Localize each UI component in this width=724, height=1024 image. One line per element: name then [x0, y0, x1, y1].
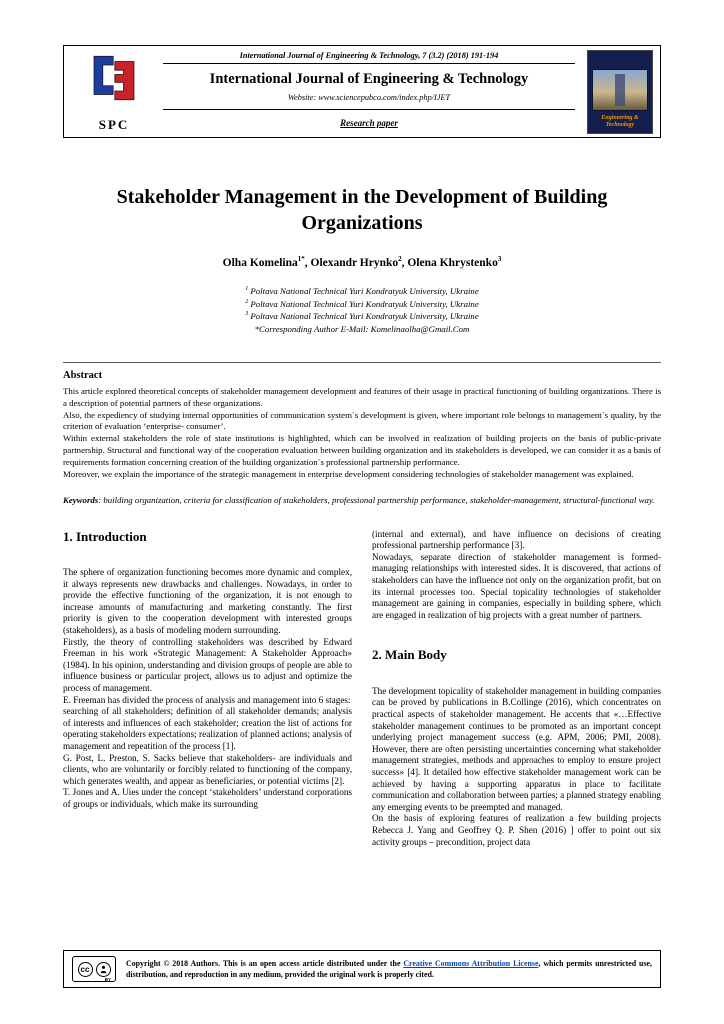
article-title: Stakeholder Management in the Development of Building Organizations — [116, 186, 608, 234]
header-center — [155, 51, 583, 133]
copyright-footer — [63, 950, 661, 988]
body-paragraph: G. Post, L. Preston, S. Sacks believe that stakeholders- are individuals and clients, who are voluntarily or forcibly related to functioning of the company, which generates wealth, and appear as beneficiaries, or potential victims [2]. — [63, 752, 352, 786]
corresponding-author-email[interactable]: *Corresponding Author E-Mail: Komelinaolha@Gmail.Com — [254, 324, 470, 335]
cc-by-badge — [72, 956, 116, 982]
affiliation-line: $^2$ Poltava National Technical Yuri Kondratyuk University, Ukraine — [245, 298, 479, 309]
body-columns — [63, 529, 661, 848]
journal-title: International Journal of Engineering & Technology — [209, 71, 529, 87]
keywords-label: Keywords — [63, 494, 99, 505]
author-superscript: 3 — [497, 255, 502, 263]
author-name: , Olexandr Hrynko — [304, 256, 399, 269]
cover-column — [583, 51, 653, 133]
copyright-prefix: Copyright © 2018 Authors. This is an open access article distributed under the — [126, 958, 404, 968]
section-heading-main-body: 2. Main Body — [372, 647, 447, 663]
author-name: , Olena Khrystenko — [401, 256, 498, 269]
body-paragraph: (internal and external), and have influence on decisions of creating professional partnership performance [3]. — [372, 528, 661, 551]
body-paragraph: The development topicality of stakeholder management in building companies can be proved by publications in B.Collinge (2016), which concentrates on practical aspects of stakeholder management. He accents that «…Effective stakeholder management continues to be promoted as an important concept underlying project management success (e.g. APM, 2006; PMI, 2008). However, there are often persisting uncertainties concerning what stakeholder management strategies, methods and approaches to employ to ensure project success» [4]. It detailed how effective stakeholder management work can be achieved by having a supporting apparatus in place to facilitate communication and collaboration between parties; a planned strategy enabling any emerging events to be preempted and managed. — [372, 685, 661, 812]
body-paragraph: E. Freeman has divided the process of analysis and management into 6 stages: — [63, 694, 351, 705]
copyright-suffix: , which permits unrestricted use, distribution, and reproduction in any medium, provided the original work is properly cited. — [126, 958, 652, 979]
body-paragraph: searching of all stakeholders; definition of all stakeholder demands; analysis of interests and influences of each stakeholder; creation the list of actions for operating stakeholders expectations; realization of planned actions; analysis of management and repeatition of the process [1]. — [63, 706, 352, 751]
body-paragraph: T. Jones and A. Uies under the concept ‘stakeholders’ understand corporations of groups or individuals, which make its surrounding — [63, 787, 352, 809]
author-name: Olha Komelina — [222, 256, 298, 269]
spc-logo-text: SPC — [98, 117, 130, 132]
author-superscript: 1* — [297, 255, 305, 263]
abstract-divider — [63, 362, 661, 363]
cover-caption: Engineering & Technology — [601, 115, 639, 128]
keywords-text: : building organization, criteria for classification of stakeholders, professional partnership performance, stakeholder-management, structural-functional way. — [98, 494, 655, 505]
abstract-heading: Abstract — [63, 369, 103, 381]
left-column — [63, 529, 352, 848]
body-paragraph: The sphere of organization functioning becomes more dynamic and complex, it always represents new drawbacks and challenges. Nowadays, in order to provide the effective functioning of the organization, it is not enough to increase amounts of manufacturing and marketing constantly. The first priority is given to the cooperation development with interested groups (stakeholders), as a basis of modeling modern surrounding. — [63, 567, 352, 636]
cc-by-person-icon — [96, 962, 111, 977]
abstract-paragraph: Within external stakeholders the role of state institutions is highlighted, which can be involved in realization of building projects on the basis of public-private partnership. Structural and functional way of the cooperation evaluation between building organization and its stakeholders is developed, we can consider it as a basis of requirements formation concerning creation of the building organization`s professional partnership performance. — [63, 433, 661, 468]
copyright-text — [126, 958, 652, 980]
journal-header — [63, 45, 661, 138]
body-paragraph: Nowadays, separate direction of stakeholder management is formed- managing relationships with interested sides. It is discovered, that actions of stakeholders can have the influence not only on the organization profit, but on its internal processes too. Special topicality technologies of stakeholder management are gaining in companies, especially in building sphere, which are engaged in realization of big projects with a great number of partners. — [372, 551, 661, 620]
affiliation-line: $^3$ Poltava National Technical Yuri Kondratyuk University, Ukraine — [245, 311, 479, 322]
journal-cover-thumbnail — [587, 50, 653, 134]
body-paragraph: On the basis of exploring features of realization a few building projects Rebecca J. Yang and Geoffrey Q. P. Shen (2016) ] offer to point out six activity groups – precondition, project data — [372, 813, 661, 847]
right-column — [372, 529, 661, 848]
cc-by-label: BY — [104, 977, 111, 982]
abstract-paragraph: Also, the expediency of studying internal opportunities of communication system`s development is given, where important role belongs to management`s quality, by the criterion of evaluation ‘enterprise- consumer’. — [63, 409, 661, 432]
authors-line — [63, 255, 661, 269]
author-superscript: 2 — [398, 255, 402, 263]
abstract-paragraph: Moreover, we explain the importance of the strategic management in enterprise development considering technologies of stakeholder management was explained. — [63, 468, 634, 479]
body-paragraph: Firstly, the theory of controlling stakeholders was described by Edward Freeman in his work «Strategic Management: A Stakeholder Approach» (1984). In his opinion, understanding and division groups of people are able to influence business or particular project, allows us to adjust and optimize the process of management. — [63, 636, 352, 694]
abstract-text — [63, 386, 661, 481]
keywords-line — [63, 495, 661, 507]
cc-license-link[interactable]: Creative Commons Attribution License — [403, 958, 539, 968]
publisher-logo — [71, 51, 155, 133]
paper-type-row — [163, 109, 575, 131]
journal-website-link[interactable]: Website: www.sciencepubco.com/index.php/IJET — [287, 93, 451, 102]
cover-photo-image — [592, 69, 648, 111]
section-heading-introduction: 1. Introduction — [63, 528, 147, 544]
cc-icon: cc — [78, 962, 93, 977]
abstract-paragraph: This article explored theoretical concepts of stakeholder management development and features of their usage in practical functioning of building organizations. There is a description of potential partners of these organizations. — [63, 385, 661, 408]
affiliations-block — [63, 285, 661, 336]
citation-line: International Journal of Engineering & Technology, 7 (3.2) (2018) 191-194 — [163, 51, 575, 64]
affiliation-line: $^1$ Poltava National Technical Yuri Kondratyuk University, Ukraine — [245, 285, 479, 296]
spc-logo-icon — [88, 53, 140, 103]
paper-type-label: Research paper — [340, 118, 398, 128]
